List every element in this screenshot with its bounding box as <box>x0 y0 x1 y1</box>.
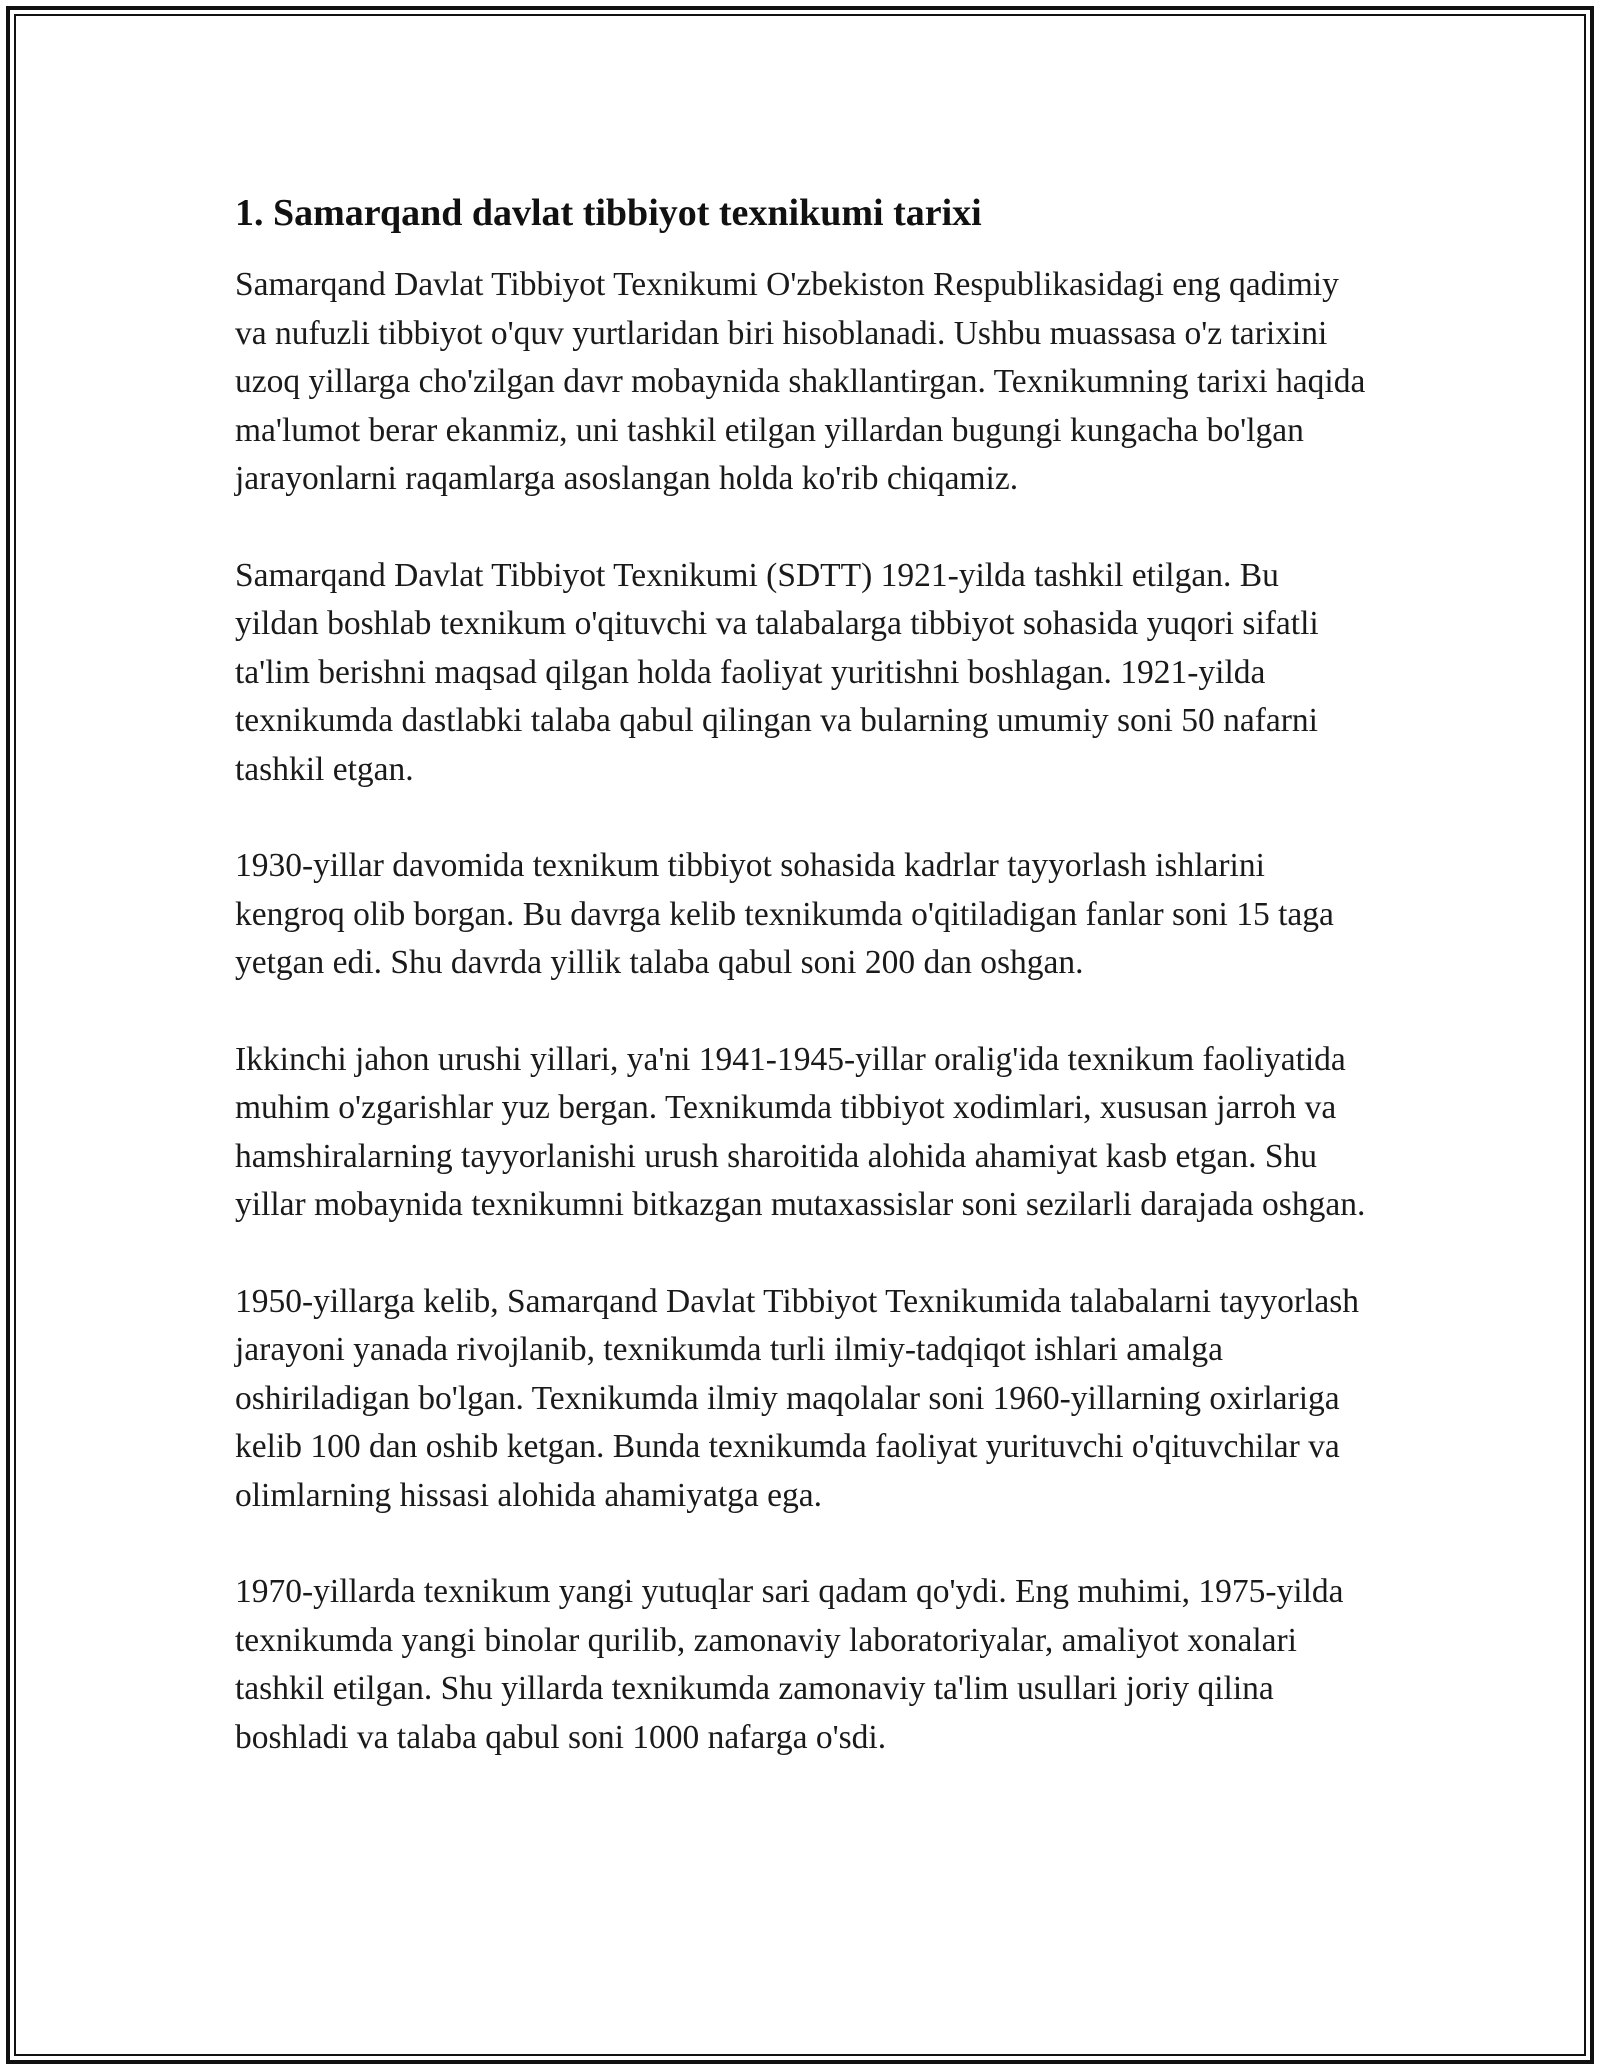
paragraph-intro: Samarqand Davlat Tibbiyot Texnikumi O'zbekiston Respublikasidagi eng qadimiy va nufuzli tibbiyot o'quv yurtlaridan biri hisoblanadi. Ushbu muassasa o'z tarixini uzoq yillarga cho'zilgan davr mobaynida shakllantirgan. Texnikumning tarixi haqida ma'lumot berar ekanmiz, uni tashkil etilgan yillardan bugungi kungacha bo'lgan jarayonlarni raqamlarga asoslangan holda ko'rib chiqamiz. <box>235 266 1366 497</box>
document-body <box>235 185 1370 1810</box>
paragraph-1950s: 1950-yillarga kelib, Samarqand Davlat Tibbiyot Texnikumida talabalarni tayyorlash jarayoni yanada rivojlanib, texnikumda turli ilmiy-tadqiqot ishlari amalga oshiriladigan bo'lgan. Texnikumda ilmiy maqolalar soni 1960-yillarning oxirlariga kelib 100 dan oshib ketgan. Bunda texnikumda faoliyat yurituvchi o'qituvchilar va olimlarning hissasi alohida ahamiyatga ega. <box>235 1282 1360 1514</box>
section-heading: 1. Samarqand davlat tibbiyot texnikumi tarixi <box>235 192 982 234</box>
paragraph-founding-1921: Samarqand Davlat Tibbiyot Texnikumi (SDTT) 1921-yilda tashkil etilgan. Bu yildan boshlab texnikum o'qituvchi va talabalarga tibbiyot sohasida yuqori sifatli ta'lim berishni maqsad qilgan holda faoliyat yuritishni boshlagan. 1921-yilda texnikumda dastlabki talaba qabul qilingan va bularning umumiy soni 50 nafarni tashkil etgan. <box>235 556 1319 788</box>
paragraph-1930s: 1930-yillar davomida texnikum tibbiyot sohasida kadrlar tayyorlash ishlarini kengroq olib borgan. Bu davrga kelib texnikumda o'qitiladigan fanlar soni 15 taga yetgan edi. Shu davrda yillik talaba qabul soni 200 dan oshgan. <box>235 847 1334 981</box>
paragraph-war-years: Ikkinchi jahon urushi yillari, ya'ni 1941-1945-yillar oralig'ida texnikum faoliyatida muhim o'zgarishlar yuz bergan. Texnikumda tibbiyot xodimlari, xususan jarroh va hamshiralarning tayyorlanishi urush sharoitida alohida ahamiyat kasb etgan. Shu yillar mobaynida texnikumni bitkazgan mutaxassislar soni sezilarli darajada oshgan. <box>235 1040 1366 1223</box>
paragraph-1970s: 1970-yillarda texnikum yangi yutuqlar sari qadam qo'ydi. Eng muhimi, 1975-yilda texnikumda yangi binolar qurilib, zamonaviy laboratoriyalar, amaliyot xonalari tashkil etilgan. Shu yillarda texnikumda zamonaviy ta'lim usullari joriy qilina boshladi va talaba qabul soni 1000 nafarga o'sdi. <box>235 1573 1344 1756</box>
